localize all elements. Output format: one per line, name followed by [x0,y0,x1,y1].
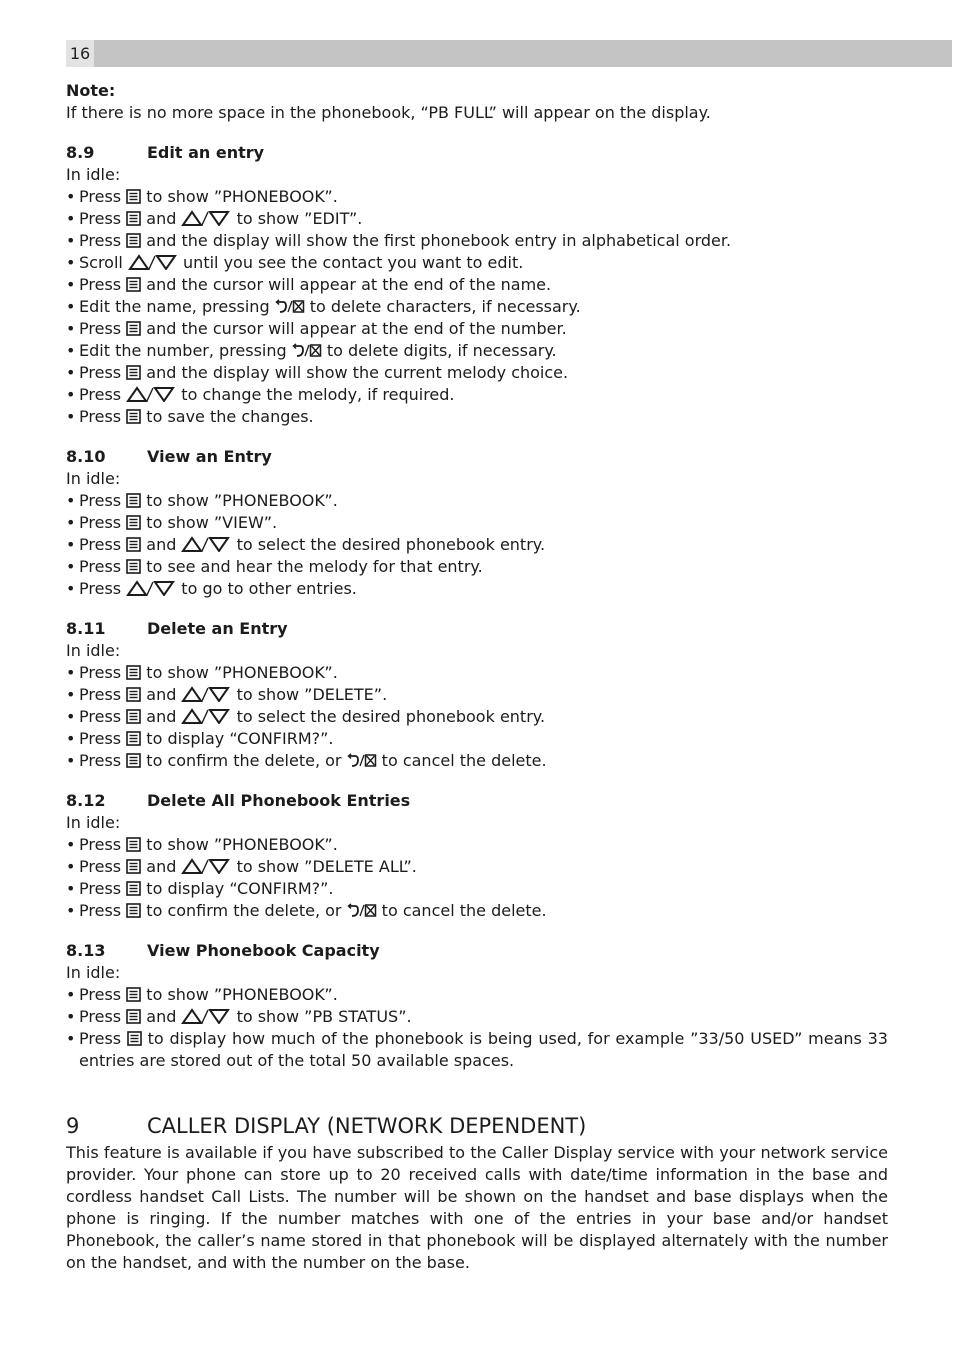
text-run: to delete digits, if necessary. [321,341,557,360]
page-number: 16 [66,40,94,67]
bullet-icon: • [66,491,76,510]
text-run: Press [79,579,127,598]
bullet-icon: • [66,663,76,682]
text-run: and [141,535,182,554]
text-run: to change the melody, if required. [176,385,455,404]
list-item [66,578,888,600]
text-run: to show ”PHONEBOOK”. [141,187,338,206]
list-item [66,362,888,384]
list-item [66,706,888,728]
list-item [66,512,888,534]
menu-key-icon [126,901,141,920]
menu-key-icon [126,231,141,250]
list-item-text [79,274,551,296]
list-item-text [79,834,338,856]
text-run: to cancel the delete. [376,751,547,770]
menu-key-icon [126,187,141,206]
list-item-text [79,856,417,878]
text-run: to display “CONFIRM?”. [141,729,334,748]
bullet-icon: • [66,901,76,920]
up-down-arrow-icon [128,253,178,272]
section-intro: In idle: [66,813,121,832]
section-number: 8.12 [66,791,106,810]
bullet-icon: • [66,685,76,704]
up-down-arrow-icon [181,535,231,554]
list-item [66,984,888,1006]
bullet-icon: • [66,729,76,748]
bullet-icon: • [66,231,76,250]
bullet-icon: • [66,209,76,228]
sections [66,142,888,1072]
text-run: Press [79,535,127,554]
text-run: to show ”DELETE ALL”. [231,857,417,876]
list-item-text [79,728,334,750]
text-run: to show ”PB STATUS”. [231,1007,412,1026]
menu-key-icon [126,275,141,294]
text-run: Press [79,1007,127,1026]
note-text: If there is no more space in the phonebook, “PB FULL” will appear on the display. [66,103,711,122]
section-heading [66,618,888,640]
section-number: 8.13 [66,941,106,960]
list-item [66,274,888,296]
list-item-text [79,490,338,512]
menu-key-icon [126,879,141,898]
list-item [66,900,888,922]
text-run: Press [79,491,127,510]
menu-key-icon [126,363,141,382]
menu-key-icon [127,1029,142,1048]
list-item-text [79,318,567,340]
list-item-text [79,662,338,684]
text-run: and the display will show the first phonebook entry in alphabetical order. [141,231,732,250]
bullet-icon: • [66,275,76,294]
text-run: and the cursor will appear at the end of the number. [141,319,567,338]
text-run: Press [79,857,127,876]
list-item [66,1028,888,1072]
list-item-text [79,984,338,1006]
note-title: Note: [66,81,116,100]
text-run: and the display will show the current melody choice. [141,363,569,382]
bullet-icon: • [66,557,76,576]
text-run: to show ”PHONEBOOK”. [141,491,338,510]
section-number: 8.10 [66,447,106,466]
list-item [66,856,888,878]
section-intro: In idle: [66,469,121,488]
text-run: Press [79,363,127,382]
menu-key-icon [126,729,141,748]
list-item [66,834,888,856]
text-run: to show ”EDIT”. [231,209,363,228]
text-run: Press [79,209,127,228]
section-title: Edit an entry [147,143,265,162]
menu-key-icon [126,209,141,228]
list-item [66,318,888,340]
menu-key-icon [126,857,141,876]
text-run: to show ”DELETE”. [231,685,388,704]
up-down-arrow-icon [126,385,176,404]
list-item-text [79,340,557,362]
menu-key-icon [126,663,141,682]
text-run: to display how much of the phonebook is being used, for example ”33/50 USED” means 33 entries are stored out of the total 50 available spaces. [79,1029,888,1070]
section-title: View Phonebook Capacity [147,941,380,960]
text-run: Press [79,385,127,404]
text-run: to select the desired phonebook entry. [231,707,546,726]
list-item-text [79,1006,412,1028]
section-number: 8.11 [66,619,106,638]
text-run: Press [79,407,127,426]
text-run: to select the desired phonebook entry. [231,535,546,554]
bullet-icon: • [66,297,76,316]
up-down-arrow-icon [181,209,231,228]
list-item-text [79,1028,888,1072]
list-item-text [79,208,362,230]
list-item [66,406,888,428]
list-item-text [79,750,547,772]
bullet-icon: • [66,513,76,532]
bullet-icon: • [66,535,76,554]
section-heading [66,790,888,812]
list-item [66,750,888,772]
text-run: Press [79,835,127,854]
text-run: Press [79,319,127,338]
list-item [66,186,888,208]
list-item [66,230,888,252]
list-item [66,490,888,512]
text-run: Press [79,275,127,294]
text-run: and [141,1007,182,1026]
list-item-text [79,186,338,208]
bullet-icon: • [66,751,76,770]
chapter-heading [66,1112,888,1140]
list-item [66,728,888,750]
list-item [66,208,888,230]
text-run: Press [79,751,127,770]
menu-key-icon [126,491,141,510]
list-item-text [79,534,545,556]
bullet-icon: • [66,985,76,1004]
text-run: to save the changes. [141,407,314,426]
list-item-text [79,362,568,384]
section-title: View an Entry [147,447,272,466]
section-intro: In idle: [66,641,121,660]
page-content [66,80,888,1274]
text-run: and [141,685,182,704]
bullet-icon: • [66,579,76,598]
list-item [66,340,888,362]
up-down-arrow-icon [181,685,231,704]
text-run: Press [79,729,127,748]
up-down-arrow-icon [126,579,176,598]
section-heading [66,940,888,962]
bullet-icon: • [66,187,76,206]
text-run: Scroll [79,253,128,272]
text-run: Press [79,879,127,898]
text-run: to show ”PHONEBOOK”. [141,835,338,854]
list-item [66,534,888,556]
menu-key-icon [126,835,141,854]
text-run: to confirm the delete, or [141,751,347,770]
menu-key-icon [126,513,141,532]
list-item [66,1006,888,1028]
list-item-text [79,512,277,534]
text-run: and [141,707,182,726]
text-run: to cancel the delete. [376,901,547,920]
list-item [66,296,888,318]
list-item-text [79,684,387,706]
section-title: Delete All Phonebook Entries [147,791,411,810]
up-down-arrow-icon [181,1007,231,1026]
back-delete-key-icon [347,751,377,770]
text-run: to show ”PHONEBOOK”. [141,663,338,682]
section-heading [66,142,888,164]
text-run: and [141,857,182,876]
bullet-icon: • [66,707,76,726]
menu-key-icon [126,685,141,704]
list-item-text [79,900,547,922]
menu-key-icon [126,707,141,726]
text-run: Press [79,1029,127,1048]
text-run: Press [79,187,127,206]
text-run: Press [79,663,127,682]
text-run: to display “CONFIRM?”. [141,879,334,898]
text-run: Edit the name, pressing [79,297,275,316]
up-down-arrow-icon [181,707,231,726]
list-item-text [79,878,334,900]
bullet-icon: • [66,1007,76,1026]
bullet-icon: • [66,385,76,404]
section-number: 8.9 [66,143,95,162]
section-heading [66,446,888,468]
back-delete-key-icon [275,297,305,316]
bullet-icon: • [66,879,76,898]
bullet-icon: • [66,341,76,360]
list-item [66,662,888,684]
menu-key-icon [126,407,141,426]
text-run: to show ”PHONEBOOK”. [141,985,338,1004]
list-item [66,384,888,406]
text-run: to show ”VIEW”. [141,513,278,532]
list-item [66,878,888,900]
header-bar [66,40,952,67]
list-item-text [79,230,731,252]
text-run: Press [79,231,127,250]
menu-key-icon [126,535,141,554]
list-item-text [79,296,581,318]
up-down-arrow-icon [181,857,231,876]
list-item-text [79,578,357,600]
text-run: Press [79,557,127,576]
list-item-text [79,384,455,406]
text-run: and the cursor will appear at the end of the name. [141,275,552,294]
list-item [66,556,888,578]
text-run: Press [79,985,127,1004]
chapter-number: 9 [66,1114,80,1138]
menu-key-icon [126,557,141,576]
bullet-icon: • [66,1029,76,1048]
back-delete-key-icon [292,341,322,360]
section-title: Delete an Entry [147,619,288,638]
text-run: to confirm the delete, or [141,901,347,920]
text-run: to see and hear the melody for that entry. [141,557,483,576]
list-item-text [79,252,523,274]
menu-key-icon [126,751,141,770]
text-run: Press [79,901,127,920]
bullet-icon: • [66,407,76,426]
list-item-text [79,556,483,578]
bullet-icon: • [66,857,76,876]
menu-key-icon [126,985,141,1004]
text-run: Press [79,707,127,726]
chapter-paragraph: This feature is available if you have subscribed to the Caller Display service with your network service provider. Your phone can store up to 20 received calls with date/time information in the base and cordless handset Call Lists. The number will be shown on the handset and base displays when the phone is ringing. If the number matches with one of the entries in your base and/or handset Phonebook, the caller’s name stored in that phonebook will be displayed alternately with the number on the handset, and with the number on the base. [66,1143,888,1272]
text-run: until you see the contact you want to edit. [177,253,524,272]
section-intro: In idle: [66,165,121,184]
list-item-text [79,406,314,428]
list-item [66,252,888,274]
bullet-icon: • [66,363,76,382]
chapter-title: CALLER DISPLAY (NETWORK DEPENDENT) [147,1114,587,1138]
bullet-icon: • [66,253,76,272]
text-run: Edit the number, pressing [79,341,292,360]
text-run: to go to other entries. [176,579,357,598]
list-item-text [79,706,545,728]
list-item [66,684,888,706]
bullet-icon: • [66,319,76,338]
text-run: Press [79,685,127,704]
text-run: Press [79,513,127,532]
menu-key-icon [126,319,141,338]
section-intro: In idle: [66,963,121,982]
back-delete-key-icon [347,901,377,920]
text-run: to delete characters, if necessary. [304,297,581,316]
bullet-icon: • [66,835,76,854]
menu-key-icon [126,1007,141,1026]
text-run: and [141,209,182,228]
